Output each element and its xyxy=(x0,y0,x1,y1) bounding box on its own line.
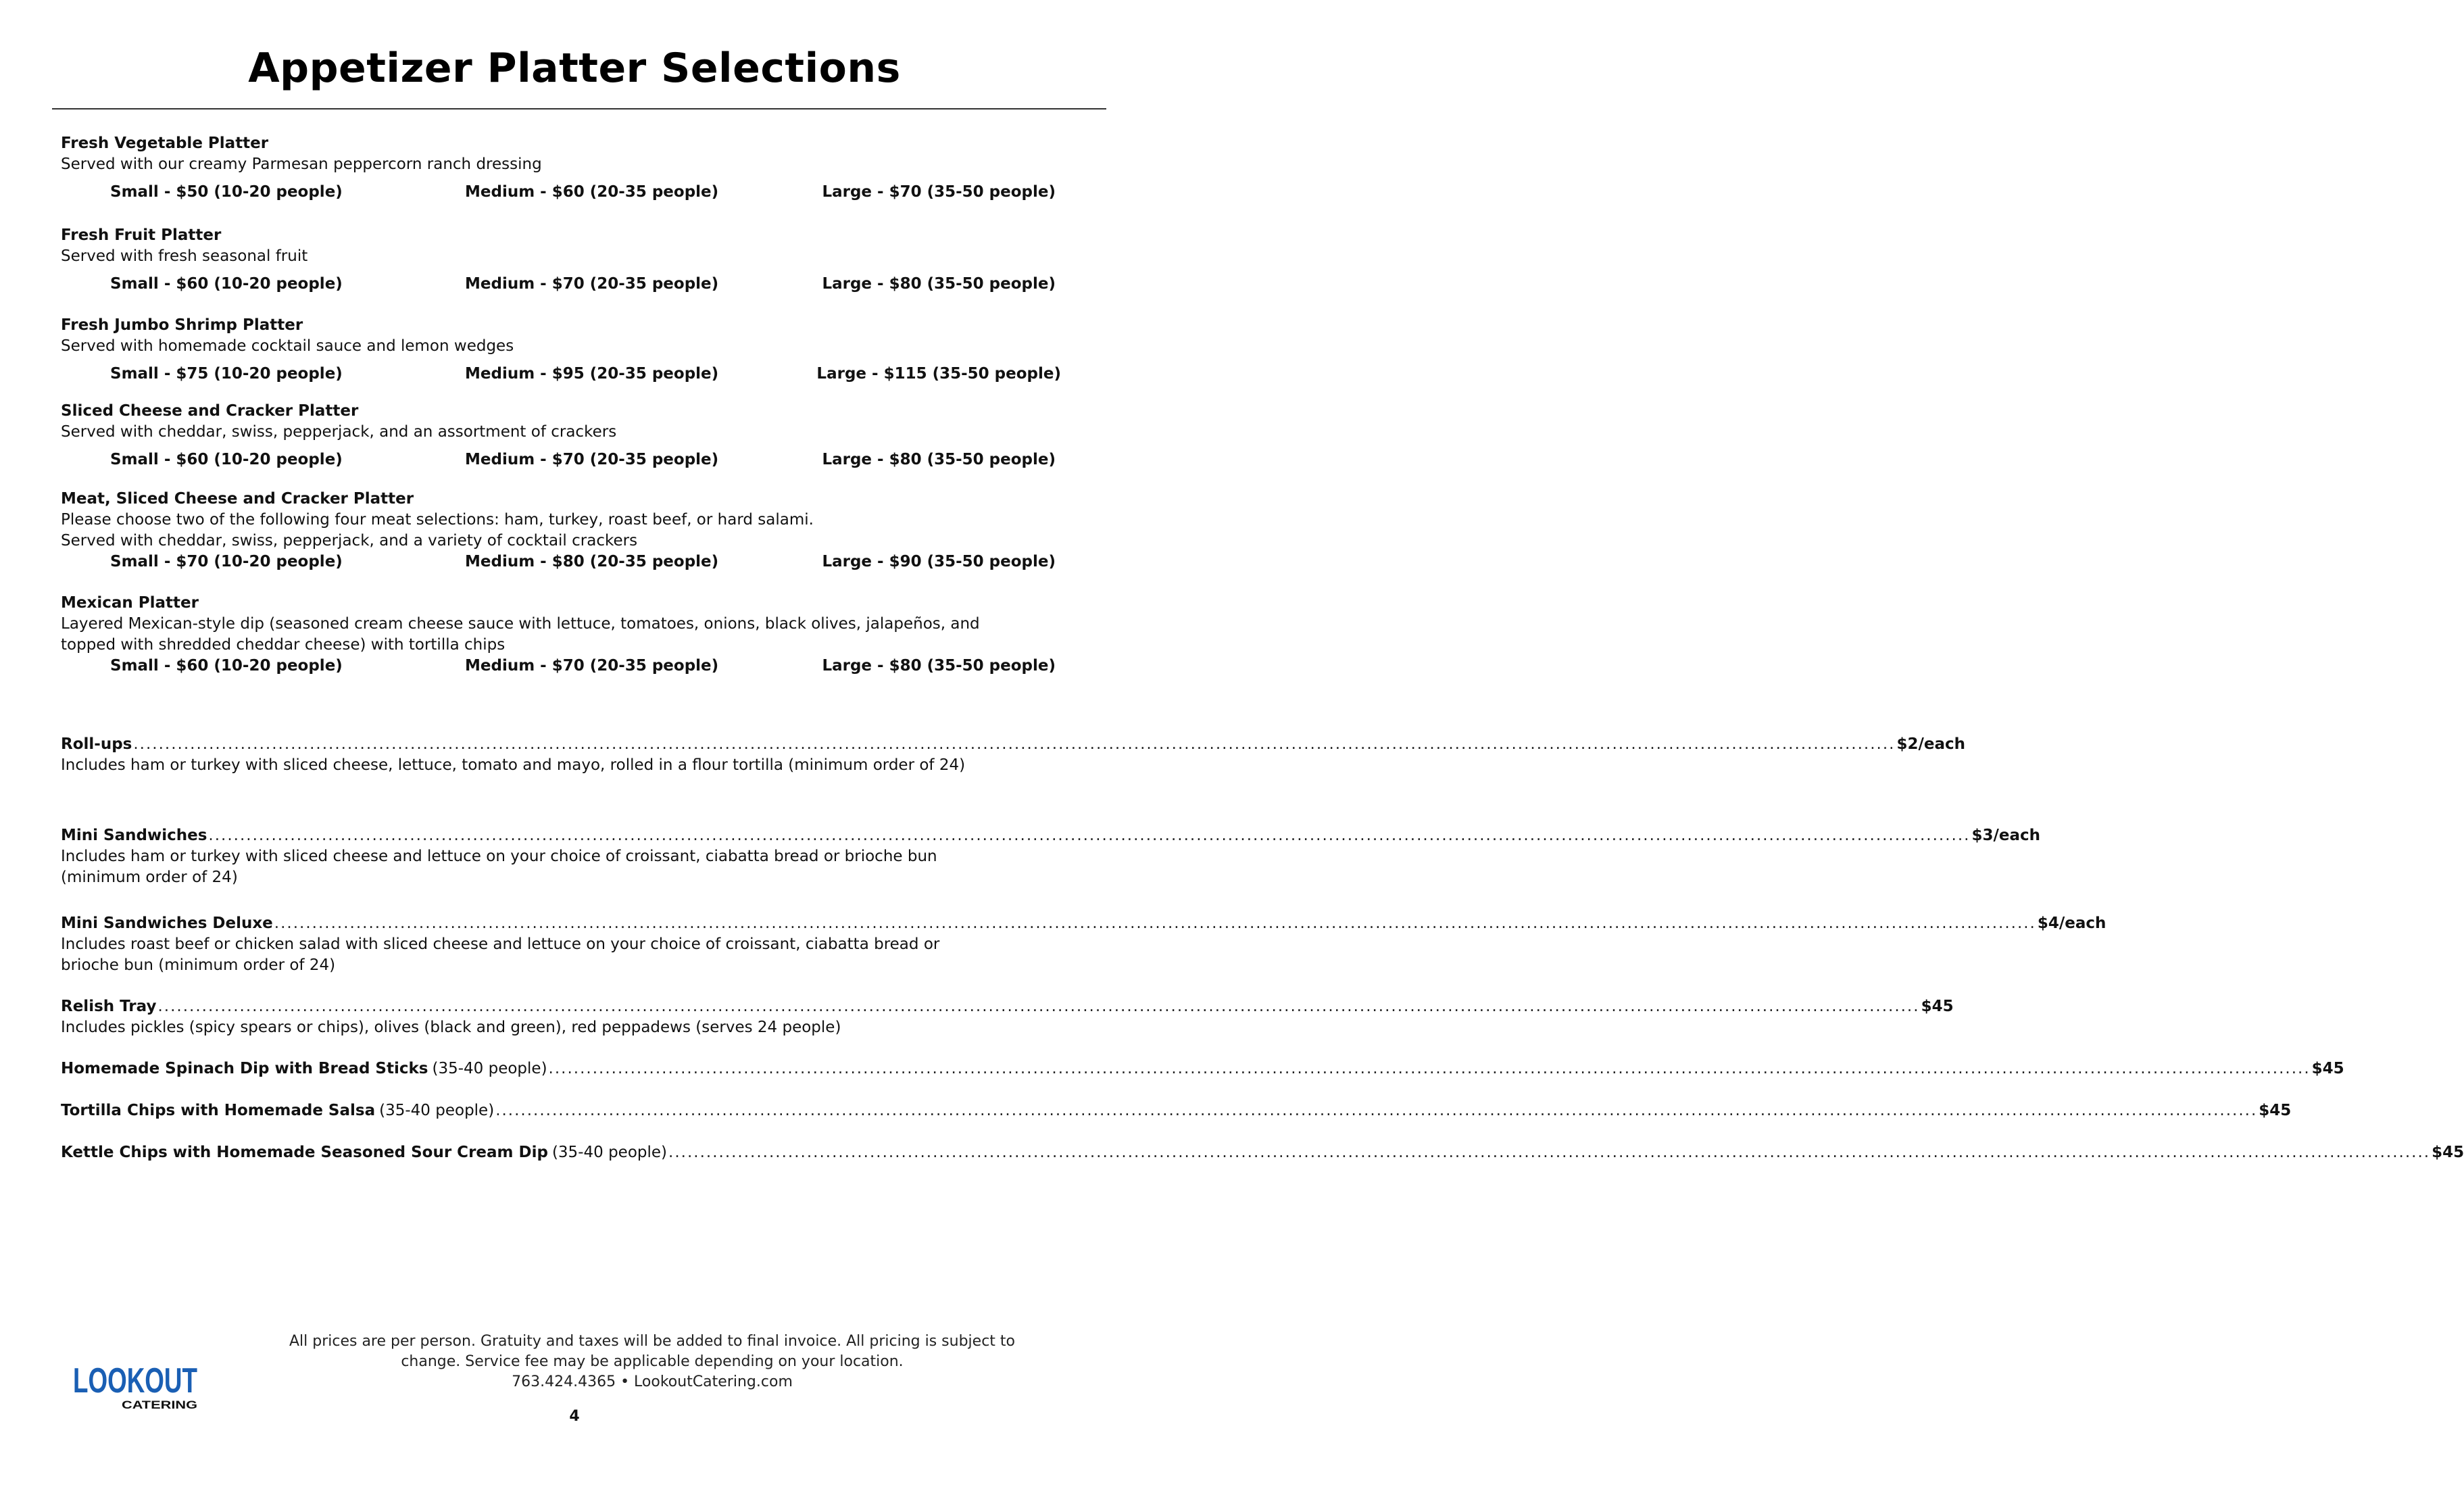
leader-dots xyxy=(274,913,2036,934)
pricing-disclaimer xyxy=(237,1332,1068,1392)
size-large: Large - $80 (35-50 people) xyxy=(822,451,1056,468)
platter-sizes xyxy=(61,656,1075,683)
item-name: Homemade Spinach Dip with Bread Sticks xyxy=(61,1060,428,1077)
leader-dots xyxy=(133,734,1895,755)
platter-fresh-fruit xyxy=(61,225,1075,298)
item-name: Mini Sandwiches Deluxe xyxy=(61,915,273,932)
size-small: Small - $75 (10-20 people) xyxy=(110,365,343,383)
size-large: Large - $70 (35-50 people) xyxy=(822,183,1056,201)
size-medium: Medium - $70 (20-35 people) xyxy=(465,275,719,293)
item-header xyxy=(61,913,2106,934)
item-header xyxy=(61,1058,2344,1079)
item-header xyxy=(61,996,1954,1017)
platter-name: Sliced Cheese and Cracker Platter xyxy=(61,402,359,420)
item-price: $45 xyxy=(2311,1060,2344,1077)
item-spinach-dip xyxy=(61,1058,2344,1079)
contact-line: 763.424.4365 • LookoutCatering.com xyxy=(512,1373,793,1390)
item-name: Mini Sandwiches xyxy=(61,827,207,844)
platter-cheese-cracker xyxy=(61,401,1075,474)
disclaimer-line: change. Service fee may be applicable depending on your location. xyxy=(401,1353,904,1370)
item-description: (minimum order of 24) xyxy=(61,869,238,886)
leader-dots xyxy=(549,1058,2311,1079)
item-mini-sandwiches-deluxe xyxy=(61,913,2106,976)
size-medium: Medium - $70 (20-35 people) xyxy=(465,657,719,675)
size-small: Small - $60 (10-20 people) xyxy=(110,657,343,675)
platter-sizes xyxy=(61,552,1075,579)
platter-sizes xyxy=(61,361,1075,388)
size-small: Small - $50 (10-20 people) xyxy=(110,183,343,201)
platter-fresh-vegetable xyxy=(61,133,1075,206)
platter-description: topped with shredded cheddar cheese) with tortilla chips xyxy=(61,636,506,654)
item-roll-ups xyxy=(61,734,1965,776)
leader-dots xyxy=(208,825,1970,846)
item-serving-note: (35-40 people) xyxy=(432,1060,547,1077)
platter-sizes xyxy=(61,179,1075,206)
item-kettle-chips-dip xyxy=(61,1142,2464,1163)
item-mini-sandwiches xyxy=(61,825,2041,888)
size-medium: Medium - $60 (20-35 people) xyxy=(465,183,719,201)
platter-name: Fresh Vegetable Platter xyxy=(61,135,269,152)
size-small: Small - $70 (10-20 people) xyxy=(110,553,343,570)
item-description: Includes ham or turkey with sliced cheese, lettuce, tomato and mayo, rolled in a flour tortilla (minimum order of 24) xyxy=(61,756,966,774)
platter-description: Layered Mexican-style dip (seasoned cream cheese sauce with lettuce, tomatoes, onions, black olives, jalapeños, and xyxy=(61,615,980,633)
platter-sizes xyxy=(61,271,1075,298)
item-description: Includes pickles (spicy spears or chips), olives (black and green), red peppadews (serves 24 people) xyxy=(61,1019,841,1036)
size-large: Large - $90 (35-50 people) xyxy=(822,553,1056,570)
size-medium: Medium - $70 (20-35 people) xyxy=(465,451,719,468)
size-medium: Medium - $80 (20-35 people) xyxy=(465,553,719,570)
logo-wordmark: LOOKOUT xyxy=(73,1361,198,1400)
leader-dots xyxy=(157,996,1919,1017)
platter-description: Served with homemade cocktail sauce and lemon wedges xyxy=(61,337,514,355)
item-price: $4/each xyxy=(2037,915,2106,932)
platter-description: Served with cheddar, swiss, pepperjack, and a variety of cocktail crackers xyxy=(61,532,638,550)
item-serving-note: (35-40 people) xyxy=(551,1144,668,1161)
item-header xyxy=(61,734,1965,755)
platter-name: Fresh Fruit Platter xyxy=(61,226,222,244)
item-tortilla-chips-salsa xyxy=(61,1100,2292,1121)
item-price: $2/each xyxy=(1896,735,1965,753)
platter-meat-cheese-cracker xyxy=(61,489,1075,579)
leader-dots xyxy=(668,1142,2430,1163)
size-small: Small - $60 (10-20 people) xyxy=(110,275,343,293)
platter-name: Mexican Platter xyxy=(61,594,199,612)
item-price: $45 xyxy=(1921,998,1954,1015)
item-price: $3/each xyxy=(1971,827,2041,844)
logo-subtext: CATERING xyxy=(122,1398,197,1411)
item-serving-note: (35-40 people) xyxy=(379,1102,495,1119)
item-header xyxy=(61,825,2041,846)
size-medium: Medium - $95 (20-35 people) xyxy=(465,365,719,383)
item-name: Kettle Chips with Homemade Seasoned Sour Cream Dip xyxy=(61,1144,548,1161)
item-description: Includes roast beef or chicken salad with sliced cheese and lettuce on your choice of croissant, ciabatta bread or xyxy=(61,935,940,953)
platter-name: Meat, Sliced Cheese and Cracker Platter xyxy=(61,490,414,508)
platter-description: Please choose two of the following four meat selections: ham, turkey, roast beef, or hard salami. xyxy=(61,511,814,529)
logo-graphic xyxy=(73,1359,201,1413)
item-relish-tray xyxy=(61,996,1954,1038)
disclaimer-line: All prices are per person. Gratuity and taxes will be added to final invoice. All pricing is subject to xyxy=(289,1333,1016,1350)
title-divider xyxy=(52,108,1106,109)
platter-jumbo-shrimp xyxy=(61,315,1075,388)
item-description: brioche bun (minimum order of 24) xyxy=(61,956,336,974)
size-small: Small - $60 (10-20 people) xyxy=(110,451,343,468)
platter-mexican xyxy=(61,593,1075,683)
platter-description: Served with fresh seasonal fruit xyxy=(61,247,308,265)
size-large: Large - $80 (35-50 people) xyxy=(822,657,1056,675)
page-number: 4 xyxy=(569,1408,580,1425)
item-name: Roll-ups xyxy=(61,735,132,753)
page-title: Appetizer Platter Selections xyxy=(248,45,901,92)
item-header xyxy=(61,1142,2464,1163)
item-price: $45 xyxy=(2432,1144,2464,1161)
platter-description: Served with cheddar, swiss, pepperjack, and an assortment of crackers xyxy=(61,423,617,441)
item-description: Includes ham or turkey with sliced cheese and lettuce on your choice of croissant, ciabatta bread or brioche bun xyxy=(61,848,937,865)
size-large: Large - $80 (35-50 people) xyxy=(822,275,1056,293)
platter-name: Fresh Jumbo Shrimp Platter xyxy=(61,316,303,334)
item-header xyxy=(61,1100,2292,1121)
platter-sizes xyxy=(61,447,1075,474)
lookout-catering-logo xyxy=(73,1359,201,1413)
item-name: Tortilla Chips with Homemade Salsa xyxy=(61,1102,376,1119)
platter-description: Served with our creamy Parmesan peppercorn ranch dressing xyxy=(61,155,542,173)
item-price: $45 xyxy=(2259,1102,2292,1119)
leader-dots xyxy=(495,1100,2257,1121)
size-large: Large - $115 (35-50 people) xyxy=(816,365,1061,383)
item-name: Relish Tray xyxy=(61,998,157,1015)
